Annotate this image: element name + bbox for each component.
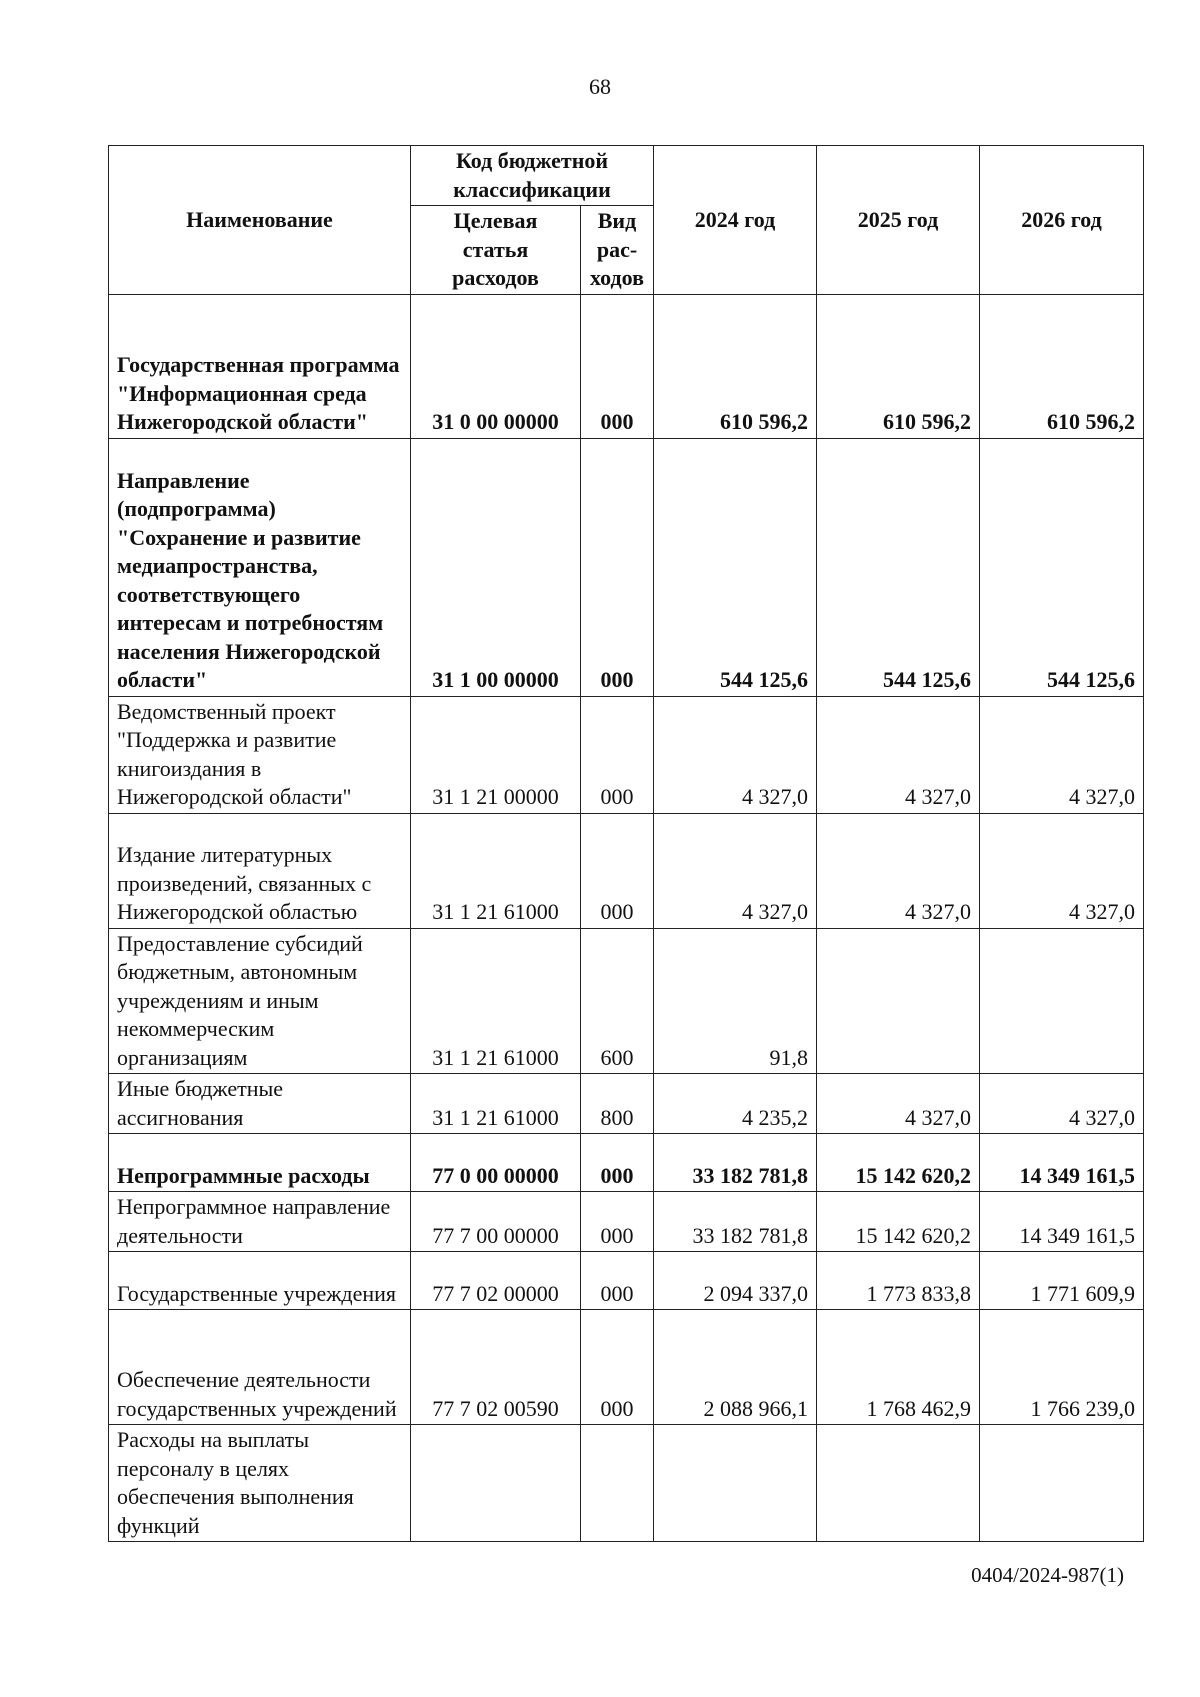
row-value-2025: 610 596,2 bbox=[817, 294, 980, 438]
row-value-2026: 4 327,0 bbox=[980, 696, 1144, 813]
row-value-2026: 4 327,0 bbox=[980, 1074, 1144, 1134]
row-value-2026: 14 349 161,5 bbox=[980, 1134, 1144, 1192]
row-value-2025: 1 773 833,8 bbox=[817, 1252, 980, 1310]
row-value-2025: 4 327,0 bbox=[817, 696, 980, 813]
row-name: Направление (подпрограмма) "Сохранение и развитие медиапространства, соответствующего интересам и потребностям населения Нижегородской области" bbox=[109, 438, 411, 696]
row-name: Непрограммное направление деятельности bbox=[109, 1192, 411, 1252]
table-row bbox=[109, 1425, 1144, 1542]
row-name: Расходы на выплаты персоналу в целях обеспечения выполнения функций bbox=[109, 1425, 411, 1542]
header-target-article: Целевая статья расходов bbox=[411, 206, 581, 295]
row-value-2026: 544 125,6 bbox=[980, 438, 1144, 696]
row-value-2024 bbox=[654, 1425, 817, 1542]
row-expense-kind bbox=[581, 1425, 654, 1542]
budget-table bbox=[108, 145, 1144, 1542]
table-row bbox=[109, 696, 1144, 813]
row-value-2026: 1 766 239,0 bbox=[980, 1310, 1144, 1425]
row-expense-kind: 000 bbox=[581, 1310, 654, 1425]
row-value-2025: 1 768 462,9 bbox=[817, 1310, 980, 1425]
row-value-2026: 610 596,2 bbox=[980, 294, 1144, 438]
row-value-2024: 4 327,0 bbox=[654, 813, 817, 928]
row-expense-kind: 000 bbox=[581, 1134, 654, 1192]
row-name: Издание литературных произведений, связанных с Нижегородской областью bbox=[109, 813, 411, 928]
table-row bbox=[109, 438, 1144, 696]
page-number: 68 bbox=[589, 74, 611, 99]
row-expense-kind: 000 bbox=[581, 438, 654, 696]
row-target-article: 31 1 21 00000 bbox=[411, 696, 581, 813]
row-expense-kind: 800 bbox=[581, 1074, 654, 1134]
row-value-2024: 610 596,2 bbox=[654, 294, 817, 438]
row-value-2024: 2 088 966,1 bbox=[654, 1310, 817, 1425]
document-code: 0404/2024-987(1) bbox=[971, 1563, 1124, 1587]
row-value-2025 bbox=[817, 1425, 980, 1542]
row-target-article: 77 7 02 00000 bbox=[411, 1252, 581, 1310]
row-target-article: 77 0 00 00000 bbox=[411, 1134, 581, 1192]
row-value-2024: 2 094 337,0 bbox=[654, 1252, 817, 1310]
table-body bbox=[109, 294, 1144, 1542]
table-row bbox=[109, 1252, 1144, 1310]
table-row bbox=[109, 1192, 1144, 1252]
row-value-2024: 33 182 781,8 bbox=[654, 1192, 817, 1252]
row-name: Ведомственный проект "Поддержка и развитие книгоиздания в Нижегородской области" bbox=[109, 696, 411, 813]
row-value-2026 bbox=[980, 928, 1144, 1074]
table-row bbox=[109, 1074, 1144, 1134]
row-expense-kind: 600 bbox=[581, 928, 654, 1074]
row-target-article: 77 7 02 00590 bbox=[411, 1310, 581, 1425]
header-2026: 2026 год bbox=[980, 146, 1144, 295]
row-expense-kind: 000 bbox=[581, 813, 654, 928]
header-expense-kind: Вид рас-ходов bbox=[581, 206, 654, 295]
row-expense-kind: 000 bbox=[581, 294, 654, 438]
row-value-2026 bbox=[980, 1425, 1144, 1542]
row-target-article: 31 1 21 61000 bbox=[411, 813, 581, 928]
row-value-2024: 4 327,0 bbox=[654, 696, 817, 813]
row-value-2025 bbox=[817, 928, 980, 1074]
header-name: Наименование bbox=[109, 146, 411, 295]
row-name: Иные бюджетные ассигнования bbox=[109, 1074, 411, 1134]
table-row bbox=[109, 1310, 1144, 1425]
row-target-article: 31 1 21 61000 bbox=[411, 928, 581, 1074]
row-value-2025: 544 125,6 bbox=[817, 438, 980, 696]
row-name: Обеспечение деятельности государственных учреждений bbox=[109, 1310, 411, 1425]
row-value-2024: 33 182 781,8 bbox=[654, 1134, 817, 1192]
table-row bbox=[109, 294, 1144, 438]
row-value-2026: 4 327,0 bbox=[980, 813, 1144, 928]
table-row bbox=[109, 1134, 1144, 1192]
header-2025: 2025 год bbox=[817, 146, 980, 295]
row-value-2024: 91,8 bbox=[654, 928, 817, 1074]
row-target-article: 31 1 00 00000 bbox=[411, 438, 581, 696]
table-row bbox=[109, 928, 1144, 1074]
row-value-2025: 4 327,0 bbox=[817, 813, 980, 928]
row-name: Государственные учреждения bbox=[109, 1252, 411, 1310]
header-2024: 2024 год bbox=[654, 146, 817, 295]
row-value-2026: 1 771 609,9 bbox=[980, 1252, 1144, 1310]
row-value-2024: 4 235,2 bbox=[654, 1074, 817, 1134]
table-row bbox=[109, 813, 1144, 928]
row-expense-kind: 000 bbox=[581, 1252, 654, 1310]
row-name: Государственная программа "Информационная среда Нижегородской области" bbox=[109, 294, 411, 438]
row-value-2025: 15 142 620,2 bbox=[817, 1134, 980, 1192]
row-target-article: 31 1 21 61000 bbox=[411, 1074, 581, 1134]
row-expense-kind: 000 bbox=[581, 696, 654, 813]
row-target-article bbox=[411, 1425, 581, 1542]
row-target-article: 31 0 00 00000 bbox=[411, 294, 581, 438]
row-name: Непрограммные расходы bbox=[109, 1134, 411, 1192]
header-code-group: Код бюджетной классификации bbox=[411, 146, 654, 206]
row-value-2024: 544 125,6 bbox=[654, 438, 817, 696]
row-target-article: 77 7 00 00000 bbox=[411, 1192, 581, 1252]
row-value-2025: 4 327,0 bbox=[817, 1074, 980, 1134]
table-header bbox=[109, 146, 1144, 295]
row-name: Предоставление субсидий бюджетным, автономным учреждениям и иным некоммерческим организациям bbox=[109, 928, 411, 1074]
row-value-2025: 15 142 620,2 bbox=[817, 1192, 980, 1252]
row-value-2026: 14 349 161,5 bbox=[980, 1192, 1144, 1252]
row-expense-kind: 000 bbox=[581, 1192, 654, 1252]
